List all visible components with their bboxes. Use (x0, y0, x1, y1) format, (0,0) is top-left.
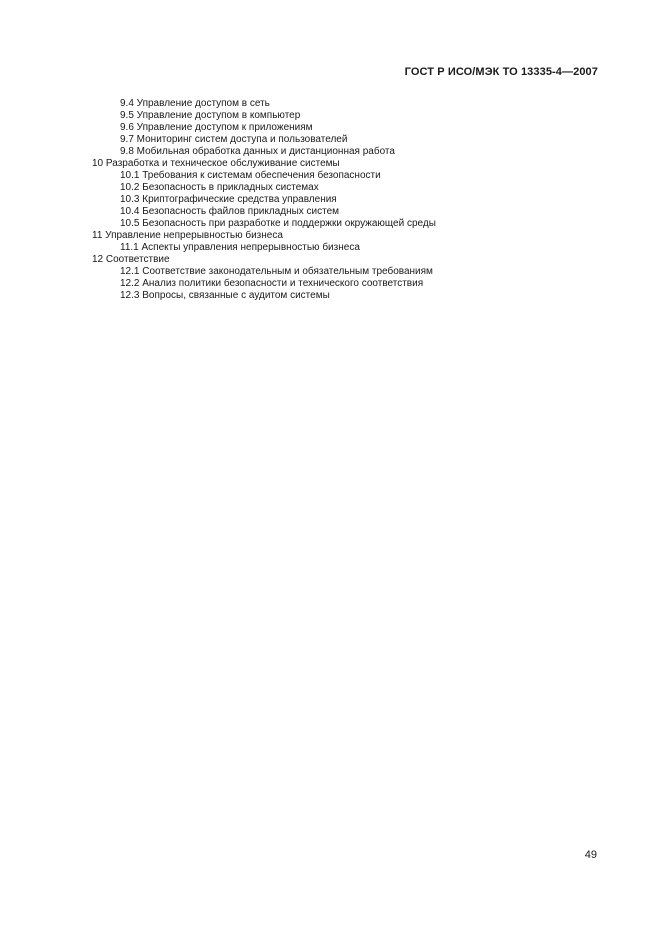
document-code-header: ГОСТ Р ИСО/МЭК ТО 13335-4—2007 (404, 66, 598, 78)
toc-item-10-1: 10.1 Требования к системам обеспечения безопасности (120, 170, 381, 181)
toc-item-11-1: 11.1 Аспекты управления непрерывностью бизнеса (120, 242, 360, 253)
toc-item-12-2: 12.2 Анализ политики безопасности и технического соответствия (120, 278, 424, 289)
toc-section-11: 11 Управление непрерывностью бизнеса (92, 230, 283, 241)
toc-section-12: 12 Соответствие (92, 254, 170, 265)
toc-item-9-4: 9.4 Управление доступом в сеть (120, 98, 270, 109)
toc-item-10-2: 10.2 Безопасность в прикладных системах (120, 182, 319, 193)
page-number: 49 (584, 849, 597, 861)
toc-item-10-3: 10.3 Криптографические средства управления (120, 194, 337, 205)
toc-item-10-5: 10.5 Безопасность при разработке и поддержки окружающей среды (120, 218, 436, 229)
toc-item-12-3: 12.3 Вопросы, связанные с аудитом системы (120, 290, 330, 301)
toc-item-10-4: 10.4 Безопасность файлов прикладных систем (120, 206, 340, 217)
table-of-contents (0, 98, 661, 302)
toc-item-9-6: 9.6 Управление доступом к приложениям (120, 122, 313, 133)
toc-item-12-1: 12.1 Соответствие законодательным и обязательным требованиям (120, 266, 433, 277)
toc-item-9-7: 9.7 Мониторинг систем доступа и пользователей (120, 134, 348, 145)
toc-item-9-5: 9.5 Управление доступом в компьютер (120, 110, 301, 121)
toc-item-9-8: 9.8 Мобильная обработка данных и дистанционная работа (120, 146, 395, 157)
toc-section-10: 10 Разработка и техническое обслуживание системы (92, 158, 340, 169)
